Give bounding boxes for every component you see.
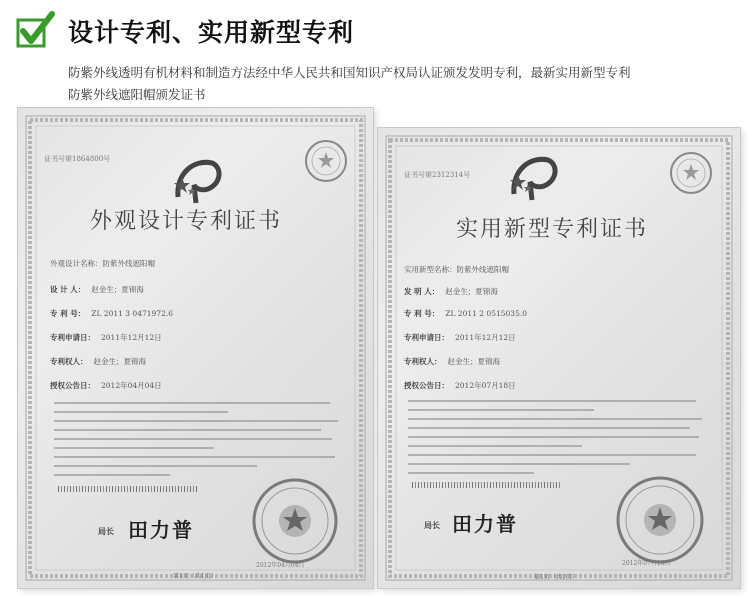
page-number: 第1页（共1页） bbox=[173, 573, 217, 580]
filing-date-field: 专利申请日： 2011年12月12日 bbox=[50, 333, 162, 342]
patent-number-field: 专 利 号： ZL 2011 3 0471972.6 bbox=[50, 309, 173, 318]
official-seal bbox=[250, 476, 340, 566]
barcode bbox=[412, 482, 562, 488]
certificate-title: 外观设计专利证书 bbox=[90, 209, 283, 234]
official-seal-small bbox=[668, 150, 714, 196]
grant-date-field: 授权公告日： 2012年04月04日 bbox=[50, 381, 162, 390]
checkmark-icon bbox=[14, 10, 56, 52]
official-seal-small bbox=[303, 138, 349, 184]
official-seal bbox=[614, 474, 706, 566]
director-label: 局长 bbox=[424, 520, 440, 530]
certificate-body-text bbox=[54, 402, 344, 483]
design-name-field: 外观设计名称：防紫外线遮阳帽 bbox=[50, 259, 155, 268]
description bbox=[68, 62, 738, 106]
patentee-field: 专利权人： 赵金生；夏锦海 bbox=[404, 357, 500, 366]
patent-office-logo bbox=[504, 150, 560, 202]
issue-date: 2012年07月18日 bbox=[622, 560, 671, 567]
utility-name-field: 实用新型名称：防紫外线遮阳帽 bbox=[404, 265, 509, 274]
section-title: 设计专利、实用新型专利 bbox=[68, 18, 355, 47]
barcode bbox=[58, 486, 198, 492]
director-signature: 田力普 bbox=[452, 512, 518, 536]
director-label: 局长 bbox=[98, 526, 114, 536]
section-header bbox=[14, 10, 354, 52]
filing-date-field: 专利申请日： 2011年12月12日 bbox=[404, 333, 516, 342]
utility-model-patent-certificate bbox=[378, 128, 740, 588]
designer-field: 设 计 人： 赵金生；夏锦海 bbox=[50, 285, 144, 294]
inventor-field: 发 明 人： 赵金生；夏锦海 bbox=[404, 287, 498, 296]
description-line-2: 防紫外线遮阳帽颁发证书 bbox=[68, 87, 206, 102]
certificate-body-text bbox=[408, 400, 708, 481]
patent-number-field: 专 利 号： ZL 2011 2 0515035.0 bbox=[404, 309, 527, 318]
patentee-field: 专利权人： 赵金生；夏锦海 bbox=[50, 357, 146, 366]
certificate-number: 证书号第1864800号 bbox=[44, 155, 111, 163]
grant-date-field: 授权公告日： 2012年07月18日 bbox=[404, 381, 516, 390]
description-line-1: 防紫外线透明有机材料和制造方法经中华人民共和国知识产权局认证颁发发明专利，最新实用新型专利 bbox=[68, 65, 631, 80]
page-number: 第1页（共1页） bbox=[534, 574, 578, 581]
director-signature: 田力普 bbox=[128, 518, 194, 542]
certificate-title: 实用新型专利证书 bbox=[456, 217, 649, 242]
certificate-number: 证书号第2312314号 bbox=[404, 171, 471, 179]
design-patent-certificate bbox=[18, 108, 373, 588]
issue-date: 2012年04月04日 bbox=[256, 562, 305, 569]
patent-office-logo bbox=[168, 153, 224, 205]
